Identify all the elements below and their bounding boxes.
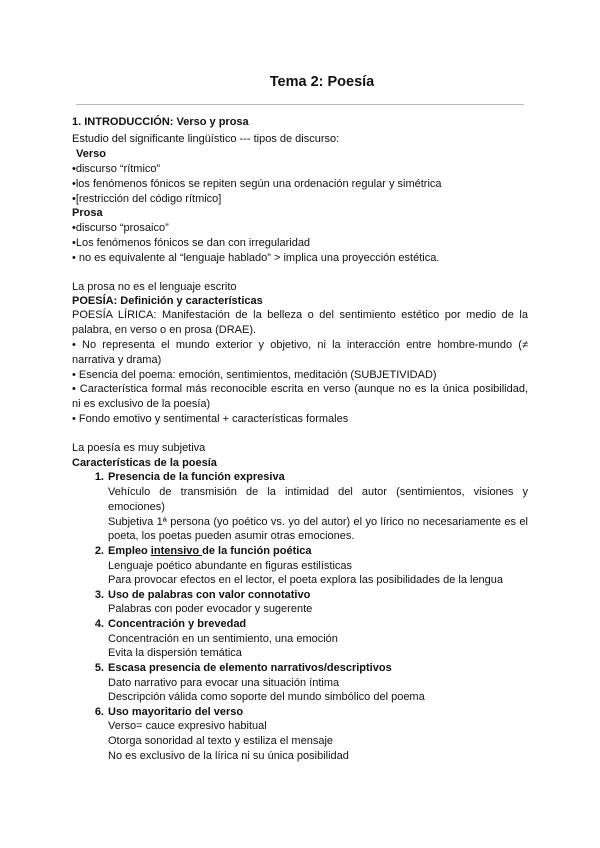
- item-line: Para provocar efectos en el lector, el poeta explora las posibilidades de la lengua: [108, 574, 504, 586]
- item-number: 3.: [94, 589, 104, 601]
- item-title-part: de la función poética: [202, 545, 312, 557]
- bullet-line: ni es exclusivo de la poesía): [72, 398, 211, 410]
- item-title-part: Empleo: [108, 545, 151, 557]
- list-item: •discurso “rítmico”: [72, 163, 161, 175]
- item-line: Descripción válida como soporte del mundo simbólico del poema: [108, 691, 425, 703]
- prosa-heading: Prosa: [72, 207, 103, 219]
- bullet-line: • Fondo emotivo y sentimental + características formales: [72, 413, 349, 425]
- item-number: 2.: [94, 545, 104, 557]
- page-title: Tema 2: Poesía: [269, 74, 375, 90]
- item-line: Palabras con poder evocador y sugerente: [108, 603, 313, 615]
- item-title: Presencia de la función expresiva: [108, 471, 285, 483]
- item-line: No es exclusivo de la lírica ni su única posibilidad: [108, 750, 349, 762]
- item-line: Vehículo de transmisión de la intimidad del autor (sentimientos, visiones y: [108, 486, 528, 498]
- definition-line: POESÍA LÍRICA: Manifestación de la belleza o del sentimiento estético por medio de la: [72, 309, 528, 321]
- bullet-line: narrativa y drama): [72, 354, 162, 366]
- item-line: Otorga sonoridad al texto y estiliza el mensaje: [108, 735, 334, 747]
- item-title: Escasa presencia de elemento narrativos/descriptivos: [108, 662, 392, 674]
- item-number: 1.: [94, 471, 104, 483]
- item-line: Evita la dispersión temática: [108, 647, 242, 659]
- bullet-line: • No representa el mundo exterior y objetivo, ni la interacción entre hombre-mundo (≠: [72, 339, 528, 351]
- section-heading-poesia: POESÍA: Definición y características: [72, 295, 263, 307]
- item-title: Concentración y brevedad: [108, 618, 247, 630]
- item-line: Subjetiva 1ª persona (yo poético vs. yo del autor) el yo lírico no necesariamente es el: [108, 516, 528, 528]
- definition-line: palabra, en verso o en prosa (DRAE).: [72, 324, 257, 336]
- item-line: Verso= cauce expresivo habitual: [108, 720, 267, 732]
- item-title: Uso de palabras con valor connotativo: [108, 589, 311, 601]
- list-item: •los fenómenos fónicos se repiten según una ordenación regular y simétrica: [72, 178, 442, 190]
- item-title-underlined: intensivo: [150, 545, 203, 557]
- item-title: [108, 544, 312, 558]
- item-line: poeta, los poetas pueden asumir otras emociones.: [108, 530, 355, 542]
- item-number: 5.: [94, 662, 104, 674]
- list-item: •[restricción del código rítmico]: [72, 193, 222, 205]
- list-item: • no es equivalente al “lenguaje hablado” > implica una proyección estética.: [72, 252, 440, 264]
- bullet-line: • Esencia del poema: emoción, sentimientos, meditación (SUBJETIVIDAD): [72, 369, 437, 381]
- item-line: emociones): [108, 501, 165, 513]
- section-heading-intro: 1. INTRODUCCIÓN: Verso y prosa: [72, 116, 249, 128]
- item-number: 6.: [94, 706, 104, 718]
- caracteristicas-note: La poesía es muy subjetiva: [72, 442, 206, 454]
- verso-heading: Verso: [76, 148, 106, 160]
- list-item: •Los fenómenos fónicos se dan con irregularidad: [72, 237, 311, 249]
- item-line: Concentración en un sentimiento, una emoción: [108, 633, 338, 645]
- intro-lead: Estudio del significante lingüístico --- tipos de discurso:: [72, 133, 340, 145]
- item-number: 4.: [94, 618, 104, 630]
- poesia-note: La prosa no es el lenguaje escrito: [72, 281, 237, 293]
- title-divider: [76, 104, 524, 105]
- list-item: •discurso “prosaico”: [72, 222, 169, 234]
- item-title: Uso mayoritario del verso: [108, 706, 244, 718]
- item-line: Lenguaje poético abundante en figuras estilísticas: [108, 560, 353, 572]
- item-line: Dato narrativo para evocar una situación íntima: [108, 677, 340, 689]
- section-heading-caracteristicas: Características de la poesía: [72, 457, 217, 469]
- bullet-line: • Característica formal más reconocible escrita en verso (aunque no es la única posibilidad,: [72, 383, 528, 395]
